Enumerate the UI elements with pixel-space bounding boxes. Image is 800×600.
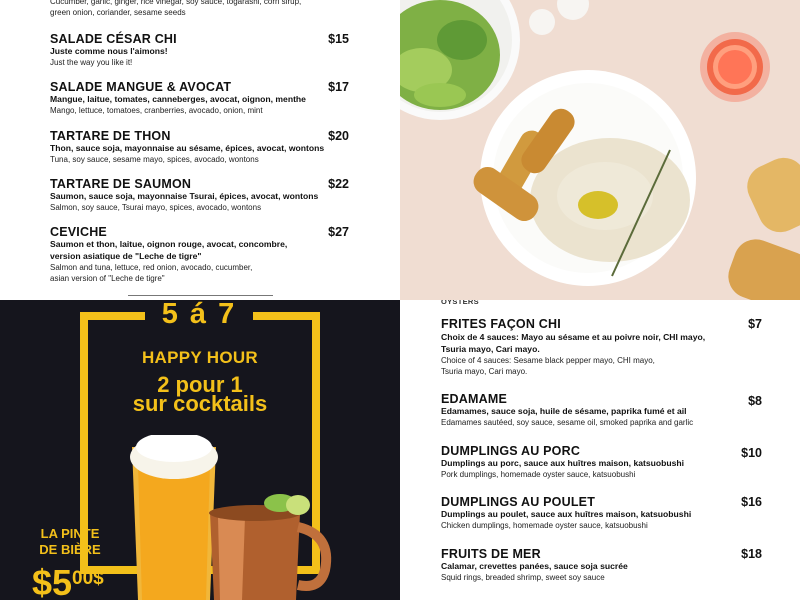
item-description-fr: Juste comme nous l'aimons! [50, 46, 168, 56]
item-price: $27 [328, 225, 349, 239]
item-price: $18 [741, 547, 762, 561]
hummus-plate-illustration [400, 0, 800, 300]
item-description-fr: Thon, sauce soja, mayonnaise au sésame, épices, avocat, wontons [50, 143, 325, 153]
item-description-en: Mango, lettuce, tomatoes, cranberries, avocado, onion, mint [50, 106, 263, 115]
pint-price [32, 562, 104, 600]
item-description-en: Salmon, soy sauce, Tsurai mayo, spices, avocado, wontons [50, 203, 262, 212]
menu-panel-salads [0, 0, 400, 300]
food-photo [400, 0, 800, 300]
item-description-en: Chicken dumplings, homemade oyster sauce, katsuobushi [441, 521, 648, 530]
item-name: SALADE CÉSAR CHI [50, 32, 177, 46]
pint-price-cents: 00$ [72, 568, 104, 589]
item-name: FRUITS DE MER [441, 547, 541, 561]
item-price: $8 [748, 394, 762, 408]
olive-oil [578, 191, 618, 219]
item-name: SALADE MANGUE & AVOCAT [50, 80, 232, 94]
item-description-en: Tuna, soy sauce, sesame mayo, spices, avocado, wontons [50, 155, 259, 164]
item-description-fr: Saumon, sauce soja, mayonnaise Tsurai, épices, avocat, wontons [50, 191, 319, 201]
item-name: DUMPLINGS AU PORC [441, 444, 581, 458]
item-name: EDAMAME [441, 392, 507, 406]
item-description-fr: Calamar, crevettes panées, sauce soja sucrée [441, 561, 628, 571]
item-price: $16 [741, 495, 762, 509]
promo-deal-line-1: 2 pour 1 [157, 372, 243, 397]
item-name: TARTARE DE THON [50, 129, 171, 143]
item-description-en: Edamames sautéed, soy sauce, sesame oil, smoked paprika and garlic [441, 418, 694, 427]
item-description-fr: Tsuria mayo, Cari mayo. [441, 344, 540, 354]
cut-off-section-heading: OYSTERS [441, 300, 479, 306]
pepper-shaker [557, 0, 589, 20]
item-name: DUMPLINGS AU POULET [441, 495, 596, 509]
pint-label-line-1: LA PINTE [40, 526, 100, 541]
happy-hour-heading: HAPPY HOUR [141, 348, 259, 367]
item-description-fr: version asiatique de "Leche de tigre" [50, 250, 202, 261]
item-name: CEVICHE [50, 225, 107, 239]
item-description-fr: Edamames, sauce soja, huile de sésame, paprika fumé et ail [441, 406, 687, 416]
copper-mug [209, 494, 326, 600]
item-description-en: Tsuria mayo, Cari mayo. [441, 367, 528, 376]
promo-deal-line-2: sur cocktails [132, 391, 268, 416]
cut-off-description: Cucumber, garlic, ginger, rice vinegar, soy sauce, togarashi, corn sirup, green onion, coriander, sesame seeds [50, 0, 302, 17]
salt-shaker [529, 9, 555, 35]
item-description-fr: Dumplings au porc, sauce aux huîtres maison, katsuobushi [441, 458, 685, 468]
item-price: $17 [328, 80, 349, 94]
item-description-fr: Choix de 4 sauces: Mayo au sésame et au poivre noir, CHI mayo, [441, 332, 706, 342]
item-price: $7 [748, 317, 762, 331]
menu-panel-appetizers [400, 300, 800, 600]
drinks-illustration [120, 435, 350, 600]
happy-hour-promo [0, 300, 400, 600]
item-price: $15 [328, 32, 349, 46]
promo-time: 5 á 7 [161, 300, 237, 330]
baguette [722, 151, 800, 300]
item-name: TARTARE DE SAUMON [50, 177, 192, 191]
mug-handle [298, 527, 326, 586]
item-description-en: Squid rings, breaded shrimp, sweet soy sauce [441, 573, 605, 582]
item-description-en: Choice of 4 sauces: Sesame black pepper mayo, CHI mayo, [441, 356, 655, 365]
item-description-fr: Dumplings au poulet, sauce aux huîtres maison, katsuobushi [441, 509, 692, 519]
pint-price-dollars: $5 [32, 562, 73, 600]
item-description-fr: Mangue, laitue, tomates, canneberges, avocat, oignon, menthe [50, 94, 306, 104]
item-name: FRITES FAÇON CHI [441, 317, 561, 331]
pint-label-line-2: DE BIÈRE [39, 542, 101, 557]
item-price: $22 [328, 177, 349, 191]
item-description-en: Salmon and tuna, lettuce, red onion, avocado, cucumber, [50, 263, 253, 272]
lime-garnish [286, 495, 310, 515]
item-price: $20 [328, 129, 349, 143]
divider [128, 295, 273, 296]
item-price: $10 [741, 446, 762, 460]
item-description-en: Pork dumplings, homemade oyster sauce, katsuobushi [441, 470, 636, 479]
item-description-en: Just the way you like it! [50, 58, 133, 67]
item-description-en: asian version of "Leche de tigre" [50, 274, 165, 283]
beer-glass [130, 435, 218, 600]
item-description-fr: Saumon et thon, laitue, oignon rouge, avocat, concombre, [50, 239, 288, 249]
